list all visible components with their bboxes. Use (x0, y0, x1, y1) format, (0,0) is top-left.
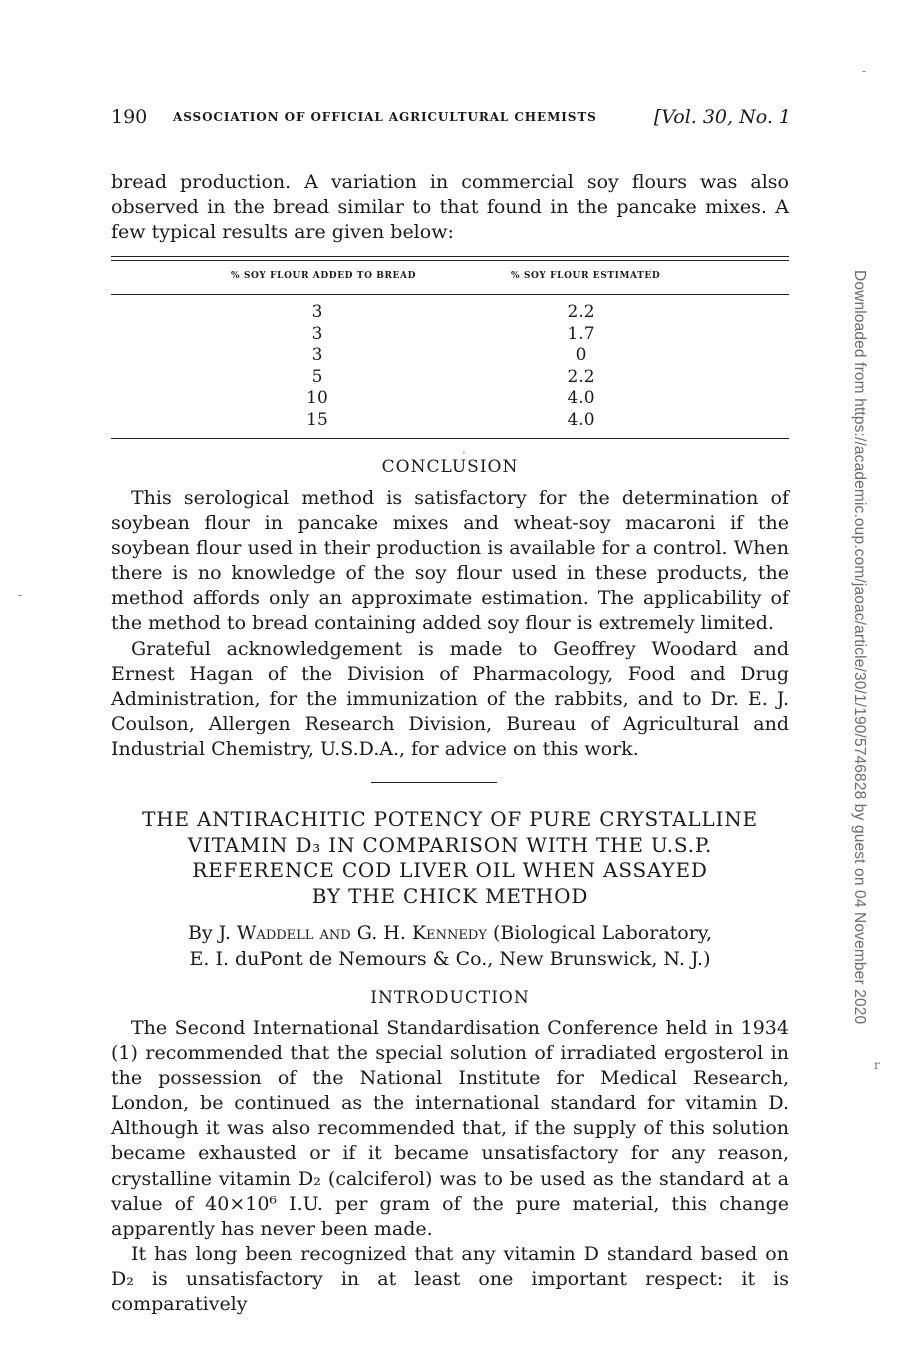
scan-speck: - (862, 64, 867, 78)
section-divider (371, 782, 497, 783)
table-header-rule (111, 294, 789, 295)
title-line: BY THE CHICK METHOD (311, 883, 589, 908)
conclusion-paragraph-1: This serological method is satisfactory for the determination of soybean flour in pancake mixes and wheat-soy macaroni if the soybean flour used in their production is available for a control. When there is no knowledge of the soy flour used in these products, the method affords only an approximate estimation. The applicability of the method to bread containing added soy flour is extremely limited. (111, 487, 789, 635)
running-head (111, 106, 791, 136)
title-line: VITAMIN D₃ IN COMPARISON WITH THE U.S.P. (187, 832, 713, 857)
byline-and: and (319, 922, 351, 944)
author-kennedy: Kennedy (411, 922, 487, 944)
affiliation-part-2: E. I. duPont de Nemours & Co., New Brunswick, N. J.) (189, 947, 711, 970)
table-cell: 4.0 (567, 388, 595, 408)
table-cell: 2.2 (567, 366, 595, 387)
table-cell: 1.7 (567, 323, 595, 344)
table-column-estimated (541, 302, 621, 431)
volume-info: [Vol. 30, No. 1 (653, 106, 791, 128)
scan-speck: · (462, 446, 466, 460)
title-line: THE ANTIRACHITIC POTENCY OF PURE CRYSTALLINE (142, 807, 758, 831)
byline-by: By J. (187, 922, 231, 944)
conclusion-heading: CONCLUSION (381, 457, 519, 477)
byline-line-1 (111, 921, 789, 947)
introduction-heading: INTRODUCTION (370, 988, 530, 1008)
table-header-estimated: % SOY FLOUR ESTIMATED (511, 271, 661, 281)
scan-speck: - (18, 588, 23, 602)
table-top-rule-2 (111, 260, 789, 261)
table-cell: 2.2 (567, 302, 595, 322)
table-cell: 4.0 (567, 409, 595, 430)
table-top-rule (111, 256, 789, 257)
introduction-paragraph-2: It has long been recognized that any vitamin D standard based on D₂ is unsatisfactory in at least one important respect: it is comparatively (111, 1243, 789, 1316)
title-line: REFERENCE COD LIVER OIL WHEN ASSAYED (192, 858, 708, 882)
download-watermark: Downloaded from https://academic.oup.com/jaoac/article/30/1/190/5746828 by guest on 04 November 2020 (851, 270, 868, 1025)
page-number: 190 (111, 106, 148, 128)
table-cell: 3 (311, 323, 323, 344)
byline (111, 921, 789, 972)
table-cell: 5 (311, 366, 323, 387)
table-column-added (277, 302, 357, 431)
table-header-added: % SOY FLOUR ADDED TO BREAD (231, 271, 416, 281)
table-cell: 3 (311, 345, 323, 365)
byline-initials: G. H. (356, 922, 406, 944)
intro-paragraph: bread production. A variation in commercial soy flours was also observed in the bread similar to that found in the pancake mixes. A few typical results are given below: (111, 171, 789, 244)
introduction-paragraph-1: The Second International Standardisation Conference held in 1934 (1) recommended that the special solution of irradiated ergosterol in the possession of the National Institute for Medical Research, London, be continued as the international standard for vitamin D. Although it was also recommended that, if the supply of this solution became exhausted or if it became unsatisfactory for any reason, crystalline vitamin D₂ (calciferol) was to be used as the standard at a value of 40×10⁶ I.U. per gram of the pure material, this change apparently has never been made. (111, 1017, 789, 1240)
journal-name: ASSOCIATION OF OFFICIAL AGRICULTURAL CHEMISTS (173, 110, 597, 124)
acknowledgement-paragraph: Grateful acknowledgement is made to Geoffrey Woodard and Ernest Hagan of the Division of Pharmacology, Food and Drug Administration, for the immunization of the rabbits, and to Dr. E. J. Coulson, Allergen Research Division, Bureau of Agricultural and Industrial Chemistry, U.S.D.A., for advice on this work. (111, 638, 789, 761)
table-cell: 3 (311, 302, 323, 322)
scan-speck: r (874, 1058, 880, 1072)
table-cell: 10 (306, 388, 328, 408)
author-waddell: Waddell (236, 922, 314, 944)
affiliation-part-1: (Biological Laboratory, (492, 922, 713, 944)
table-cell: 0 (575, 345, 587, 365)
article-title (111, 807, 789, 909)
table-cell: 15 (306, 409, 328, 430)
table-bottom-rule (111, 438, 789, 439)
